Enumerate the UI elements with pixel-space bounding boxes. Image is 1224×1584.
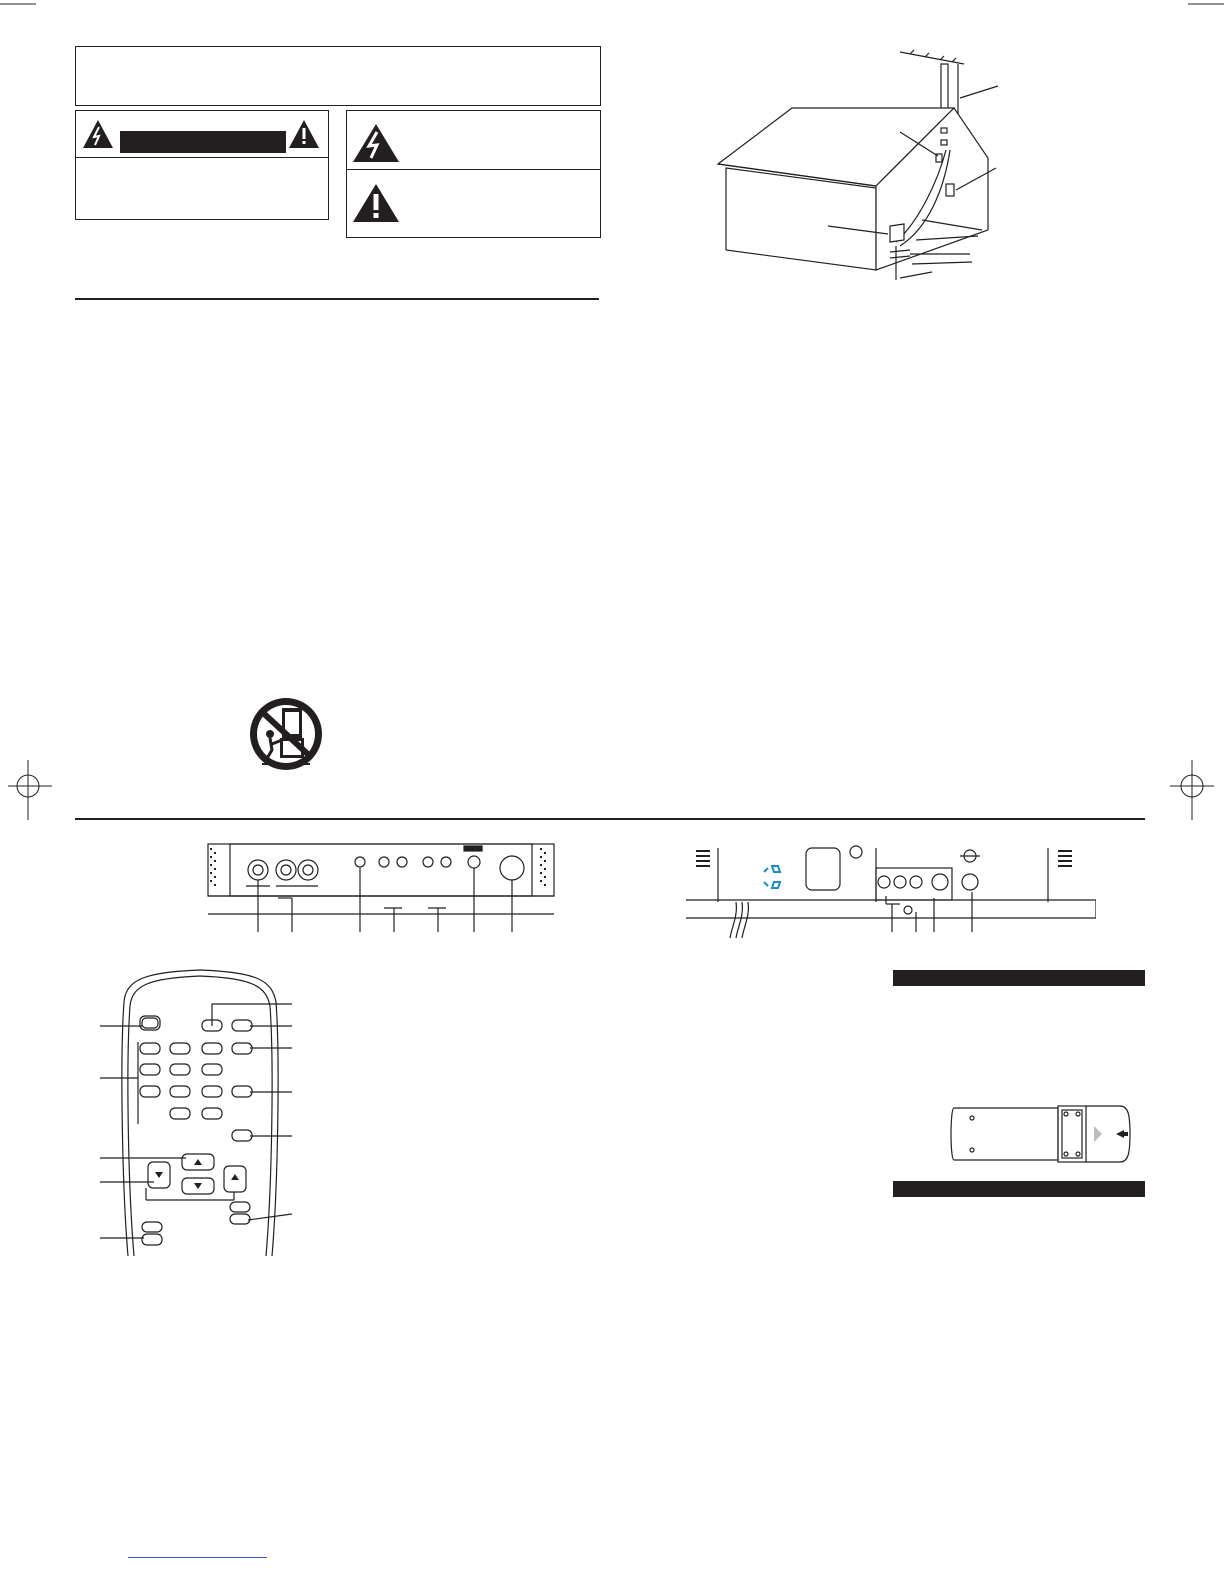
rear-panel-diagram xyxy=(686,842,1096,942)
section-divider xyxy=(75,818,1145,820)
battery-section-header-bar xyxy=(893,970,1145,986)
antenna-grounding-diagram xyxy=(700,40,1020,290)
battery-compartment-diagram xyxy=(948,1104,1134,1166)
crop-mark-top-left xyxy=(0,0,40,10)
exclamation-triangle-icon xyxy=(352,183,400,223)
crop-mark-right-icon xyxy=(1170,760,1214,820)
symbol-row-divider xyxy=(347,169,600,170)
next-section-header-bar xyxy=(893,1181,1145,1197)
lightning-triangle-icon xyxy=(82,119,114,149)
symbol-explanation-box xyxy=(346,110,601,238)
caution-title-bar xyxy=(120,131,286,153)
footer-link-underline xyxy=(128,1557,267,1558)
caution-box xyxy=(75,110,329,220)
section-rule xyxy=(75,298,599,300)
no-cart-tipping-icon xyxy=(246,694,326,774)
front-panel-diagram xyxy=(206,842,558,936)
exclamation-triangle-icon xyxy=(288,119,320,149)
warning-header-box xyxy=(75,46,601,106)
crop-mark-left-icon xyxy=(8,760,52,820)
crop-mark-top-right xyxy=(1184,0,1224,10)
lightning-triangle-icon xyxy=(352,123,400,163)
remote-control-diagram xyxy=(100,966,300,1256)
